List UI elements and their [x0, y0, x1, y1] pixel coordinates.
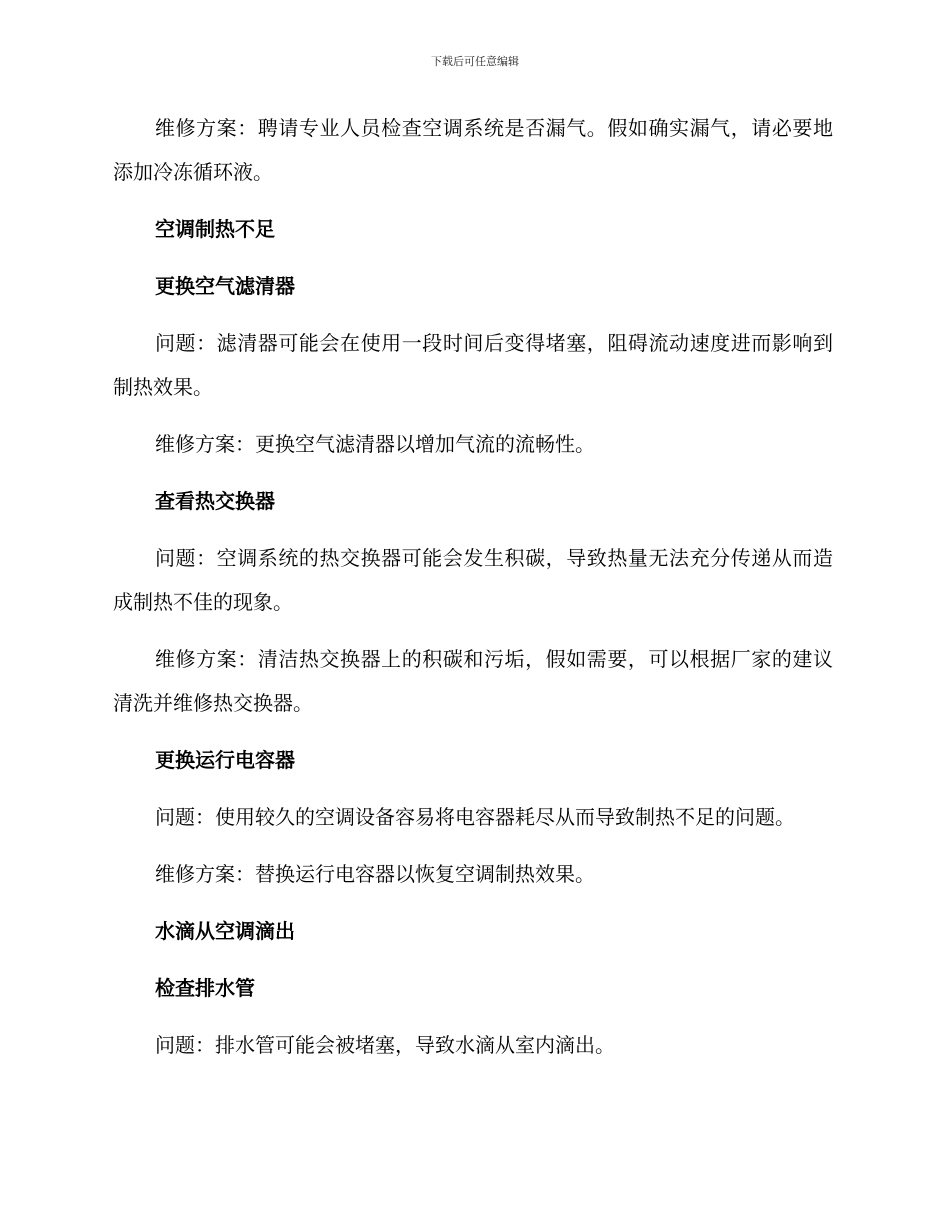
- paragraph: 维修方案：聘请专业人员检查空调系统是否漏气。假如确实漏气，请必要地添加冷冻循环液。: [113, 116, 833, 184]
- paragraph: 问题：滤清器可能会在使用一段时间后变得堵塞，阻碍流动速度进而影响到制热效果。: [113, 331, 833, 399]
- section-heading: 空调制热不足: [155, 217, 275, 241]
- section-heading: 更换空气滤清器: [155, 274, 295, 298]
- section-heading: 更换运行电容器: [155, 748, 295, 772]
- paragraph: 维修方案：替换运行电容器以恢复空调制热效果。: [155, 862, 595, 886]
- section-heading: 查看热交换器: [155, 489, 275, 513]
- section-heading: 水滴从空调滴出: [155, 919, 295, 943]
- paragraph: 维修方案：更换空气滤清器以增加气流的流畅性。: [155, 432, 595, 456]
- paragraph: 问题：空调系统的热交换器可能会发生积碳，导致热量无法充分传递从而造成制热不佳的现象。: [113, 546, 833, 614]
- paragraph: 维修方案：清洁热交换器上的积碳和污垢，假如需要，可以根据厂家的建议清洗并维修热交换器。: [113, 647, 833, 715]
- document-body: [113, 106, 833, 1080]
- page-header: 下载后可任意编辑: [431, 55, 519, 68]
- section-heading: 检查排水管: [155, 976, 255, 1000]
- paragraph: 问题：排水管可能会被堵塞，导致水滴从室内滴出。: [155, 1033, 615, 1057]
- paragraph: 问题：使用较久的空调设备容易将电容器耗尽从而导致制热不足的问题。: [155, 805, 795, 829]
